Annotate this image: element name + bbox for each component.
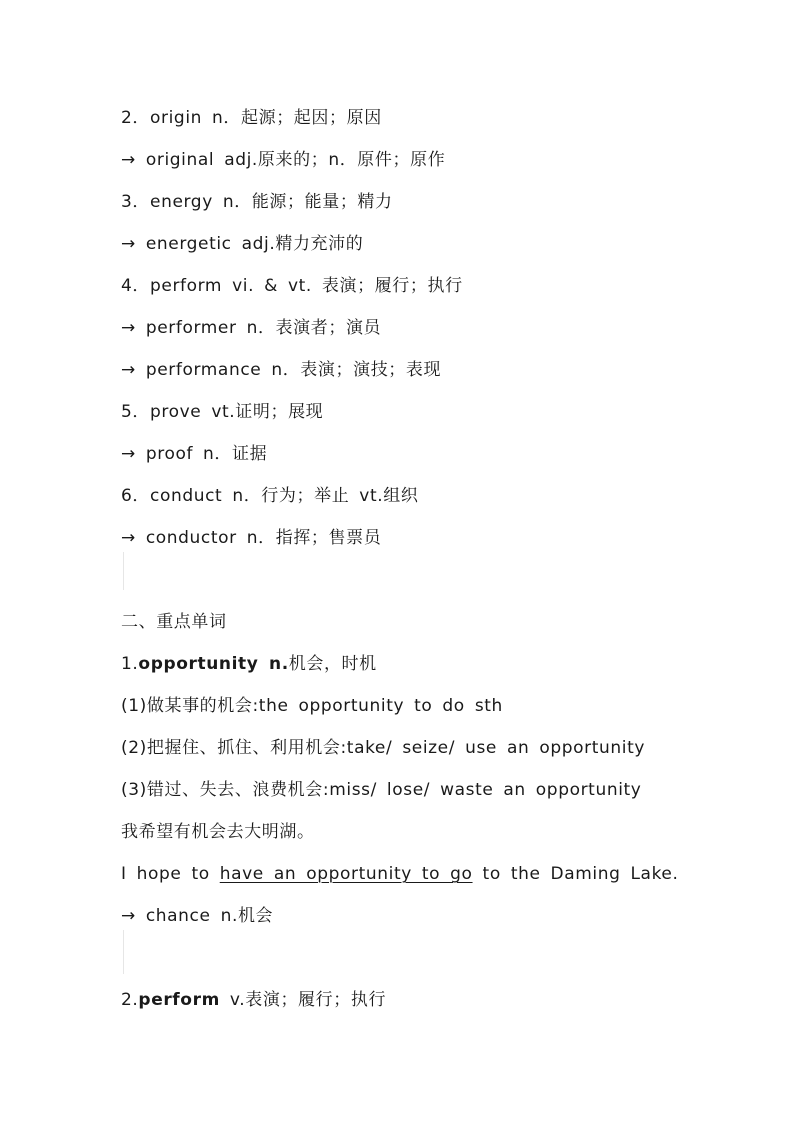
vocab-line-performance: → performance n．表演；演技；表现 bbox=[121, 360, 442, 380]
vocab-line-proof: → proof n．证据 bbox=[121, 444, 268, 464]
headword: opportunity n. bbox=[138, 654, 289, 674]
vocab-line-original: → original adj.原来的；n．原件；原作 bbox=[121, 150, 446, 170]
example-answer-underlined: have an opportunity to go bbox=[219, 864, 473, 884]
example-english bbox=[121, 862, 678, 886]
word-number: 2. bbox=[121, 990, 139, 1010]
word-number: 1. bbox=[121, 654, 139, 674]
word-heading-perform bbox=[121, 988, 386, 1012]
section-title: 二、重点单词 bbox=[121, 612, 227, 632]
word-meaning: v.表演；履行；执行 bbox=[219, 990, 387, 1010]
example-text-post: to the Daming Lake. bbox=[472, 864, 679, 884]
headword: perform bbox=[138, 990, 220, 1010]
vocab-line-conduct: 6．conduct n．行为；举止 vt.组织 bbox=[121, 486, 419, 506]
usage-line-1: (1)做某事的机会:the opportunity to do sth bbox=[121, 696, 503, 716]
vocab-line-performer: → performer n．表演者；演员 bbox=[121, 318, 382, 338]
example-chinese: 我希望有机会去大明湖。 bbox=[121, 822, 315, 842]
vocab-line-conductor: → conductor n．指挥；售票员 bbox=[121, 528, 382, 548]
example-text-pre: I hope to bbox=[121, 864, 220, 884]
vocab-line-origin: 2．origin n．起源；起因；原因 bbox=[121, 108, 382, 128]
word-meaning: 机会，时机 bbox=[288, 654, 377, 674]
related-word-chance: → chance n.机会 bbox=[121, 906, 274, 926]
vocab-line-energetic: → energetic adj.精力充沛的 bbox=[121, 234, 364, 254]
margin-mark bbox=[123, 552, 124, 590]
margin-mark bbox=[123, 930, 124, 974]
word-heading-opportunity bbox=[121, 652, 377, 676]
vocab-line-perform: 4．perform vi. & vt. 表演；履行；执行 bbox=[121, 276, 463, 296]
usage-line-2: (2)把握住、抓住、利用机会:take/ seize/ use an opportunity bbox=[121, 738, 645, 758]
usage-line-3: (3)错过、失去、浪费机会:miss/ lose/ waste an opportunity bbox=[121, 780, 642, 800]
vocab-line-prove: 5．prove vt.证明；展现 bbox=[121, 402, 324, 422]
vocab-line-energy: 3．energy n．能源；能量；精力 bbox=[121, 192, 393, 212]
